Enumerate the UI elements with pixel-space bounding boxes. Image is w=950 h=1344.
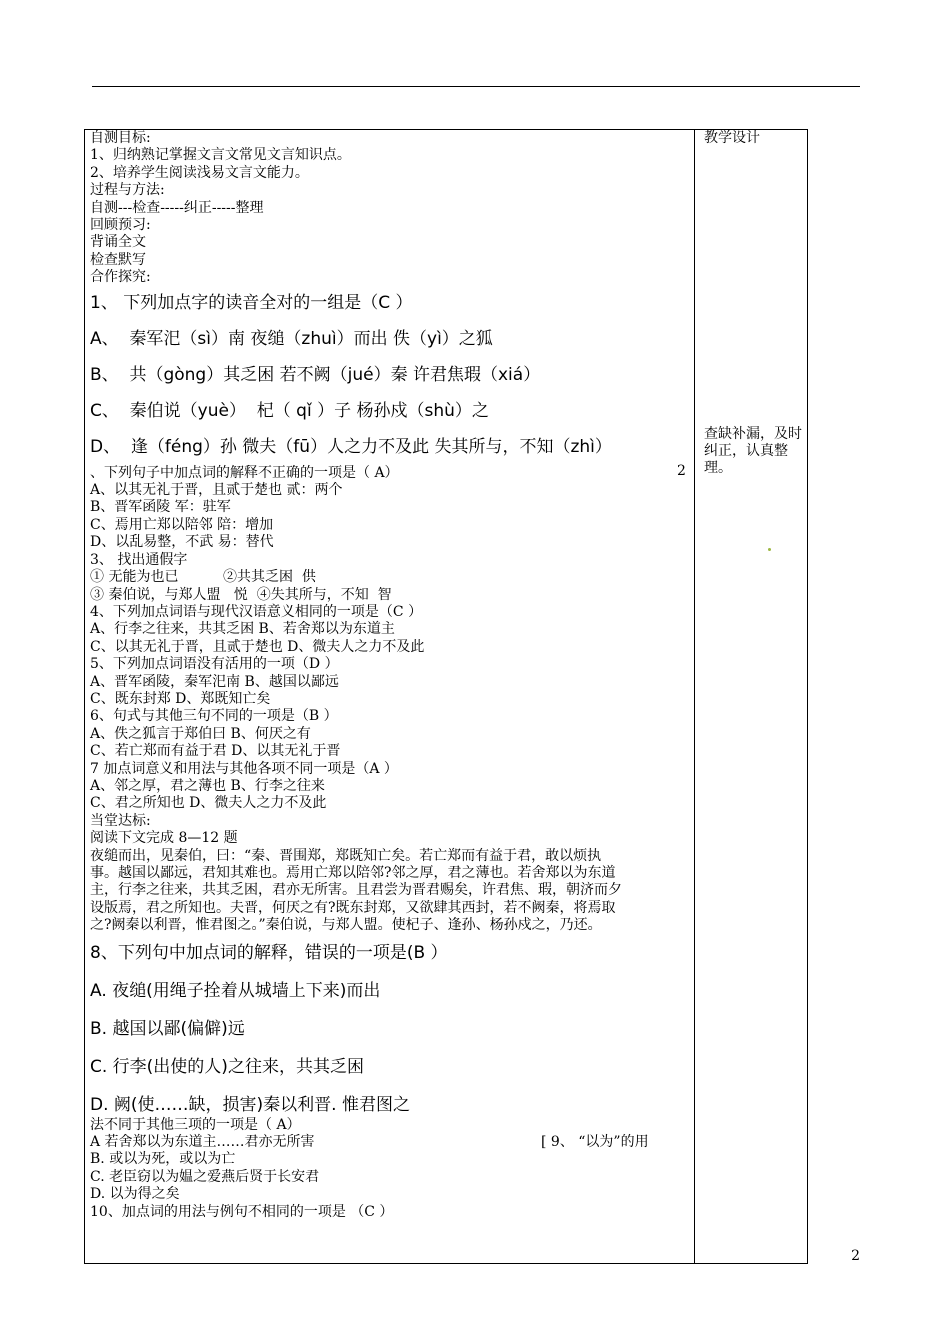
page-number: 2: [851, 1248, 860, 1264]
passage-line: 事。越国以鄙远，君知其难也。焉用亡郑以陪邻?邻之厚，君之薄也。若舍郑以为东道: [90, 865, 616, 881]
question-line: A、晋军函陵，秦军汜南 B、越国以鄙远: [90, 673, 339, 690]
intro-line: 检查默写: [90, 251, 146, 268]
question-line: C、君之所知也 D、微夫人之力不及此: [90, 795, 327, 812]
intro-line: 回顾预习:: [90, 217, 151, 234]
question-line: ③ 秦伯说，与郑人盟 悦 ④失其所与，不知 智: [90, 586, 392, 603]
question-line: A、行李之往来，共其乏困 B、若舍郑以为东道主: [90, 621, 395, 638]
question-1-stem: 1、 下列加点字的读音全对的一组是（C ）: [90, 292, 413, 313]
intro-line: 自测目标:: [90, 130, 151, 146]
question-line: C、既东封郑 D、郑既知亡矣: [90, 690, 271, 707]
question-line: B、晋军函陵 军：驻军: [90, 499, 231, 516]
passage-line: 夜缒而出，见秦伯，曰：“秦、晋围郑，郑既知亡矣。若亡郑而有益于君，敢以烦执: [90, 847, 602, 864]
intro-line: 2、培养学生阅读浅易文言文能力。: [90, 164, 309, 181]
passage-line: 主，行李之往来，共其乏困，君亦无所害。且君尝为晋君赐矣，许君焦、瑕，朝济而夕: [90, 882, 622, 899]
question-8: [90, 943, 690, 1115]
question-line: 7 加点词意义和用法与其他各项不同一项是（A ）: [90, 760, 398, 777]
intro-line: 背诵全文: [90, 234, 146, 251]
intro-section: [90, 130, 690, 287]
question-1-option: D、 逢（féng）孙 微夫（fū）人之力不及此 失其所与，不知（zhì）: [90, 436, 612, 457]
question-1: [90, 293, 690, 457]
reading-instruction: 阅读下文完成 8—12 题: [90, 830, 238, 847]
question-line: D. 以为得之矣: [90, 1186, 180, 1203]
question-line: 5、下列加点词语没有活用的一项（D ）: [90, 656, 339, 673]
questions-2-to-7: [90, 465, 690, 848]
question-line: 3、 找出通假字: [90, 551, 188, 568]
question-line: 10、加点词的用法与例句不相同的一项是 （C ）: [90, 1203, 394, 1220]
question-line: A、以其无礼于晋，且贰于楚也 贰：两个: [90, 482, 343, 499]
question-line: D、以乱易整，不武 易：替代: [90, 534, 274, 551]
question-8-option: B. 越国以鄙(偏僻)远: [90, 1018, 245, 1039]
question-line: 法不同于其他三项的一项是（ A）: [90, 1116, 301, 1133]
question-line: ① 无能为也已 ②共其乏困 供: [90, 569, 316, 586]
question-9-stem: [ 9、 “以为”的用: [541, 1134, 649, 1150]
questions-9-to-10: [90, 1117, 690, 1221]
question-line: 、下列句子中加点词的解释不正确的一项是（ A）: [90, 464, 399, 481]
intro-line: 自测---检查-----纠正-----整理: [90, 199, 264, 216]
section-heading: 当堂达标:: [90, 812, 151, 829]
side-title: 教学设计: [704, 130, 760, 146]
main-content: [90, 130, 690, 1221]
green-dot: [768, 548, 771, 551]
intro-line: 1、归纳熟记掌握文言文常见文言知识点。: [90, 147, 351, 164]
question-line: C、以其无礼于晋，且贰于楚也 D、微夫人之力不及此: [90, 638, 425, 655]
question-2-number: 2: [677, 463, 686, 479]
question-line: 6、句式与其他三句不同的一项是（B ）: [90, 708, 338, 725]
column-divider: [694, 129, 695, 1264]
question-line: C. 老臣窃以为媪之爱燕后贤于长安君: [90, 1168, 320, 1185]
passage-line: 设版焉，君之所知也。夫晋，何厌之有?既东封郑，又欲肆其西封，若不阙秦，将焉取: [90, 899, 616, 916]
question-line: A、佚之狐言于郑伯曰 B、何厌之有: [90, 725, 311, 742]
question-1-option: B、 共（gòng）其乏困 若不阙（jué）秦 许君焦瑕（xiá）: [90, 364, 541, 385]
question-line: A、邻之厚，君之薄也 B、行李之往来: [90, 777, 325, 794]
question-8-option: D. 阙(使……缺，损害)秦以利晋. 惟君图之: [90, 1094, 410, 1115]
question-line: C、若亡郑而有益于君 D、以其无礼于晋: [90, 743, 341, 760]
question-line: A 若舍郑以为东道主……君亦无所害: [90, 1134, 315, 1151]
question-8-option: C. 行李(出使的人)之往来，共其乏困: [90, 1056, 364, 1077]
header-rule: [92, 86, 860, 87]
question-1-option: C、 秦伯说（yuè） 杞（ qǐ ）子 杨孙戍（shù）之: [90, 400, 489, 421]
reading-passage: [90, 848, 690, 935]
question-line: 4、下列加点词语与现代汉语意义相同的一项是（C ）: [90, 603, 423, 620]
question-8-option: A. 夜缒(用绳子拴着从城墙上下来)而出: [90, 980, 381, 1001]
question-line: C、焉用亡郑以陪邻 陪：增加: [90, 516, 274, 533]
question-1-option: A、 秦军汜（sì）南 夜缒（zhuì）而出 佚（yì）之狐: [90, 328, 493, 349]
intro-line: 过程与方法:: [90, 182, 165, 199]
question-8-stem: 8、下列句中加点词的解释，错误的一项是(B ）: [90, 942, 448, 963]
intro-line: 合作探究:: [90, 269, 151, 286]
side-note: 查缺补漏，及时纠正，认真整理。: [704, 426, 802, 476]
passage-line: 之?阙秦以利晋，惟君图之。”秦伯说，与郑人盟。使杞子、逢孙、杨孙戍之，乃还。: [90, 917, 602, 934]
question-line: B. 或以为死，或以为亡: [90, 1151, 236, 1168]
